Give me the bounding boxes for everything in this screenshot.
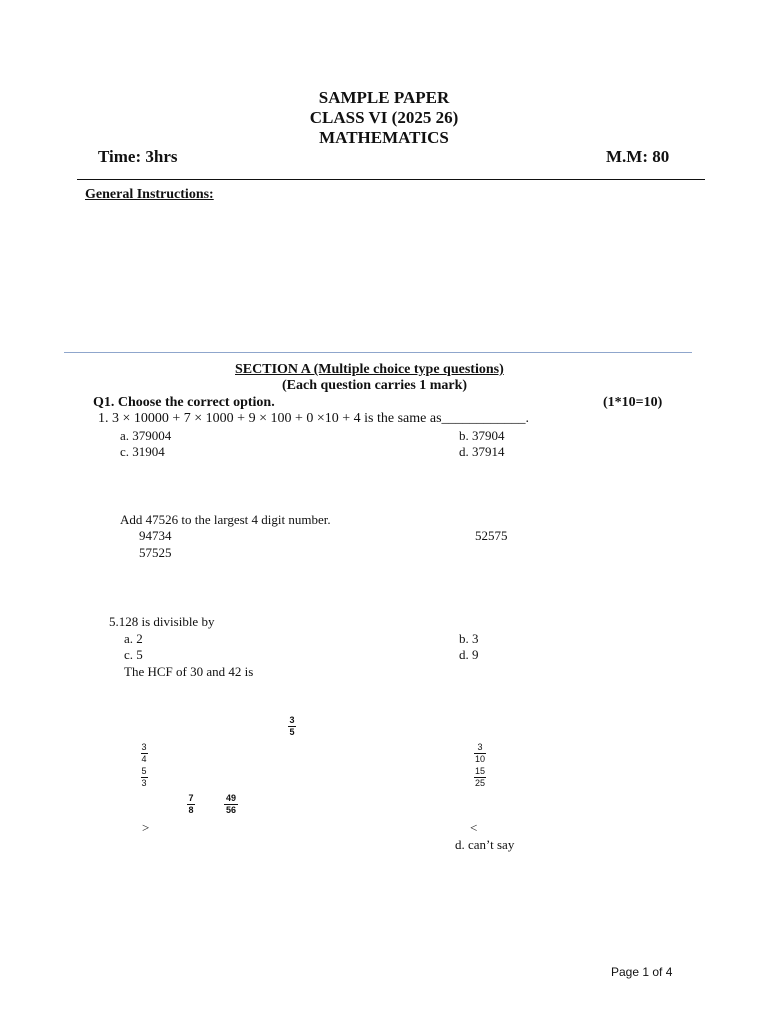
subject-title: MATHEMATICS xyxy=(319,128,449,147)
cant-say-option: d. can’t say xyxy=(455,837,515,852)
fraction-right-2: 15 25 xyxy=(474,766,485,788)
q3-option-a: a. 2 xyxy=(124,631,143,646)
q1-option-b: b. 37904 xyxy=(459,428,505,443)
q1-marks: (1*10=10) xyxy=(603,395,663,410)
header-divider xyxy=(77,179,705,180)
greater-than-option: > xyxy=(142,820,150,835)
fraction-mid-2: 49 56 xyxy=(225,793,236,815)
fraction-right-1: 3 10 xyxy=(474,742,485,764)
question-1-text: 1. 3 × 10000 + 7 × 1000 + 9 × 100 + 0 ×10 + 4 is the same as____________. xyxy=(98,411,530,426)
page-number: Page 1 of 4 xyxy=(611,965,673,979)
q3-option-c: c. 5 xyxy=(124,647,143,662)
fraction-mid-1: 7 8 xyxy=(188,793,194,815)
q1-label: Q1. Choose the correct option. xyxy=(93,395,275,410)
max-marks-label: M.M: 80 xyxy=(606,147,670,166)
q2-option-1: 94734 xyxy=(139,528,172,543)
less-than-option: < xyxy=(470,820,478,835)
question-4-text: The HCF of 30 and 42 is xyxy=(124,664,254,679)
q1-option-a: a. 379004 xyxy=(120,428,172,443)
q3-option-b: b. 3 xyxy=(459,631,479,646)
time-label: Time: 3hrs xyxy=(98,147,178,166)
general-instructions-heading: General Instructions: xyxy=(85,187,214,202)
question-3-text: 5.128 is divisible by xyxy=(109,614,215,629)
question-2-text: Add 47526 to the largest 4 digit number. xyxy=(120,512,331,527)
q3-option-d: d. 9 xyxy=(459,647,479,662)
paper-title: SAMPLE PAPER xyxy=(318,88,450,107)
q1-option-d: d. 37914 xyxy=(459,444,505,459)
q2-option-3: 57525 xyxy=(139,545,172,560)
class-title: CLASS VI (2025 26) xyxy=(309,108,459,127)
q2-option-2: 52575 xyxy=(475,528,508,543)
section-divider xyxy=(64,352,692,353)
fraction-top: 3 5 xyxy=(289,715,295,737)
section-a-title: SECTION A (Multiple choice type questions) xyxy=(235,362,504,377)
section-a-subtitle: (Each question carries 1 mark) xyxy=(282,378,468,393)
q1-option-c: c. 31904 xyxy=(120,444,165,459)
fraction-left-2: 5 3 xyxy=(141,766,147,788)
fraction-left-1: 3 4 xyxy=(141,742,147,764)
